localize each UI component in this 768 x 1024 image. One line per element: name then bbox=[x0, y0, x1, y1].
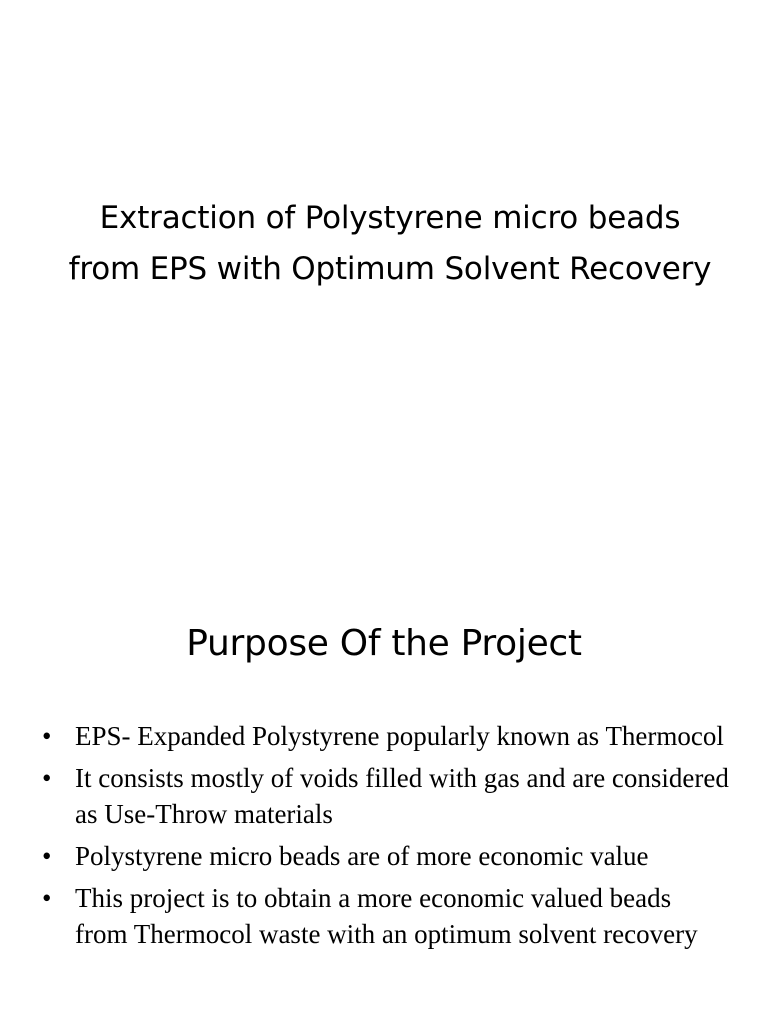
bullet-text: This project is to obtain a more economic valued beads from Thermocol waste with an optimum solvent recovery bbox=[75, 883, 698, 949]
bullet-item bbox=[40, 718, 730, 754]
bullet-icon: • bbox=[42, 763, 52, 793]
bullet-item bbox=[40, 838, 730, 874]
bullet-icon: • bbox=[42, 721, 52, 751]
purpose-slide bbox=[0, 576, 768, 1024]
bullet-list bbox=[40, 718, 730, 958]
bullet-text: EPS- Expanded Polystyrene popularly known as Thermocol bbox=[75, 721, 724, 751]
slide-title: Extraction of Polystyrene micro beads from EPS with Optimum Solvent Recovery bbox=[68, 200, 712, 287]
bullet-icon: • bbox=[42, 841, 52, 871]
bullet-icon: • bbox=[42, 883, 52, 913]
slide-heading: Purpose Of the Project bbox=[186, 623, 582, 664]
bullet-text: Polystyrene micro beads are of more economic value bbox=[75, 841, 649, 871]
bullet-item bbox=[40, 760, 730, 832]
bullet-text: It consists mostly of voids filled with gas and are considered as Use-Throw materials bbox=[75, 763, 729, 829]
bullet-item bbox=[40, 880, 730, 952]
